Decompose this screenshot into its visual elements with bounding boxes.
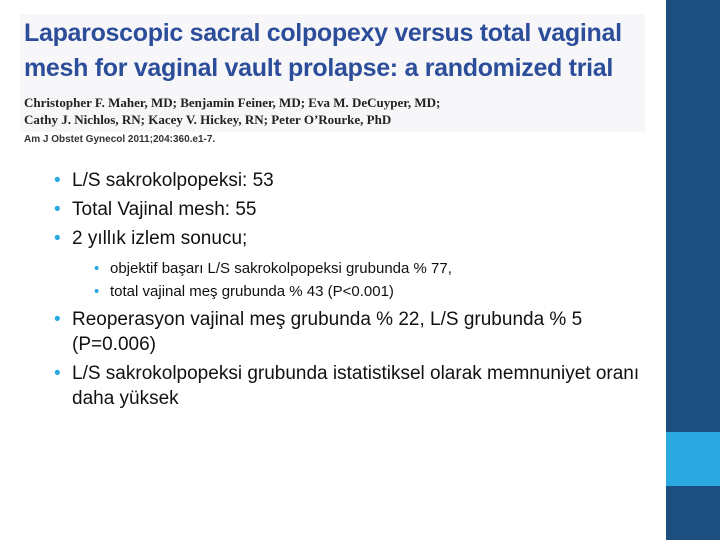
authors-line-1: Christopher F. Maher, MD; Benjamin Feiner, MD; Eva M. DeCuyper, MD; [24, 95, 441, 110]
authors-line-2: Cathy J. Nichlos, RN; Kacey V. Hickey, RN; Peter O’Rourke, PhD [24, 112, 392, 127]
bullet-list [52, 168, 652, 411]
bullet-content [52, 168, 652, 415]
bullet-text: 2 yıllık izlem sonucu; [72, 228, 248, 249]
article-authors [24, 94, 624, 128]
bullet-item: • L/S sakrokolpopeksi grubunda istatistiksel olarak memnuniyet oranı daha yüksek [52, 361, 652, 411]
bullet-item [52, 226, 652, 303]
article-title-line-1: Laparoscopic sacral colpopexy versus total vaginal [24, 19, 622, 47]
sub-bullet-item: • objektif başarı L/S sakrokolpopeksi grubunda % 77, [92, 257, 652, 280]
bullet-item: • Total Vajinal mesh: 55 [52, 197, 652, 222]
citation: Am J Obstet Gynecol 2011;204:360.e1-7. [24, 134, 216, 145]
article-title [24, 16, 644, 86]
sub-bullet-list [92, 257, 652, 303]
bullet-item: • Reoperasyon vajinal meş grubunda % 22, L/S grubunda % 5 (P=0.006) [52, 307, 652, 357]
sub-bullet-item: • total vajinal meş grubunda % 43 (P<0.001) [92, 280, 652, 303]
side-accent-block [666, 432, 720, 486]
article-title-line-2: mesh for vaginal vault prolapse: a randomized trial [24, 54, 614, 82]
bullet-item: • L/S sakrokolpopeksi: 53 [52, 168, 652, 193]
article-header-image [20, 14, 645, 132]
